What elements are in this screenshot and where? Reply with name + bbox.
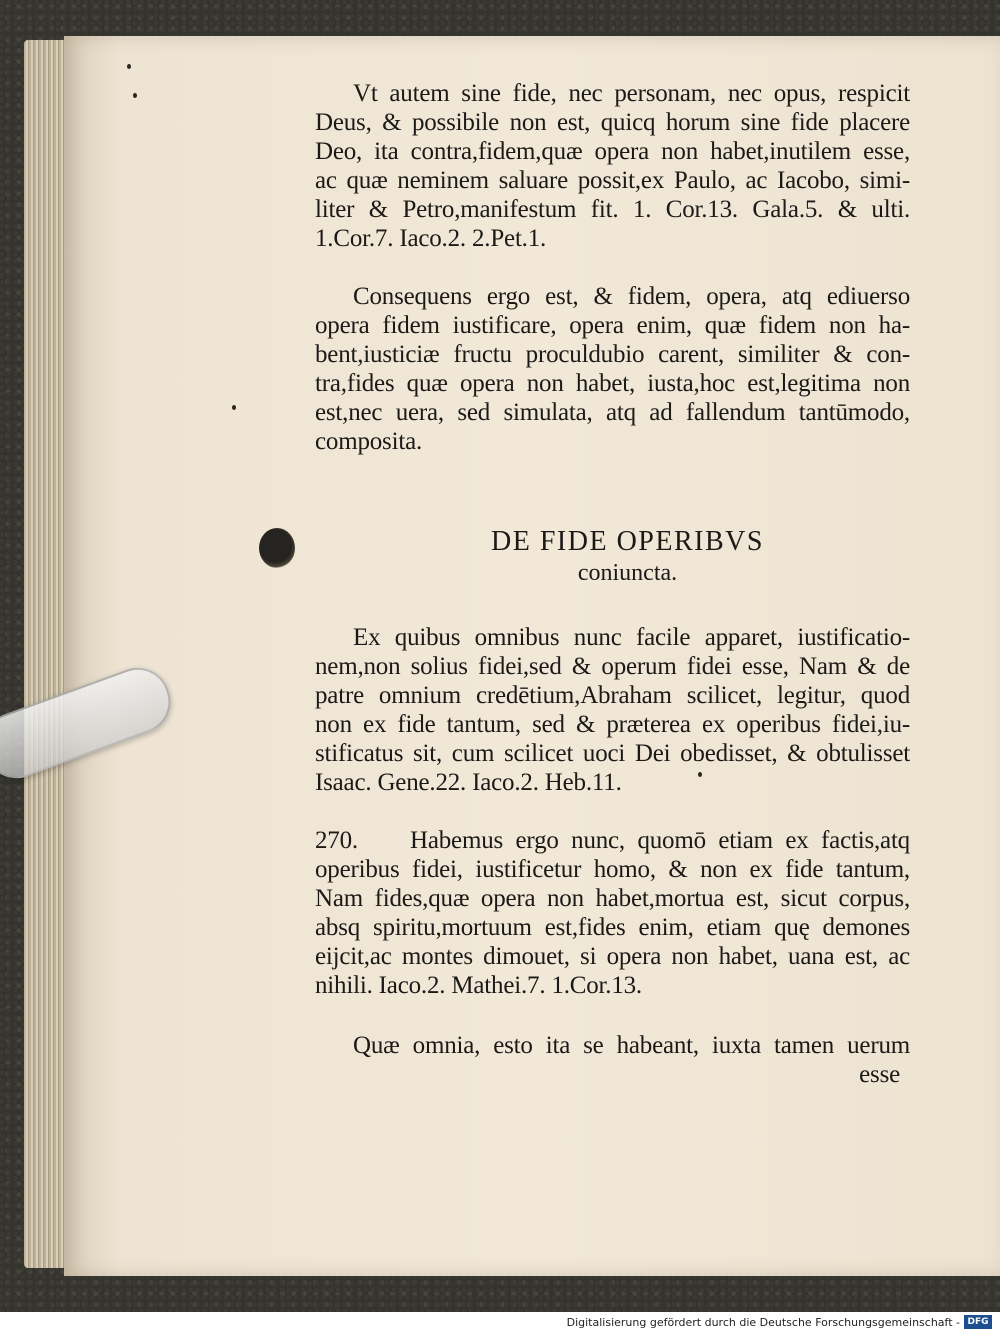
text-line: Nam fides,quæ opera non habet,mortua est, sicut corpus, [315,885,910,912]
text-line: non ex fide tantum, sed & præterea ex operibus fidei,iu- [315,711,910,738]
text-line: nihili. Iaco.2. Mathei.7. 1.Cor.13. [315,972,642,999]
text-line: eijcit,ac montes dimouet, si opera non habet, uana est, ac [315,943,910,970]
text-line: bent,iusticiæ fructu proculdubio carent, similiter & con- [315,341,910,368]
ink-speck [133,93,137,98]
footer-credit: Digitalisierung gefördert durch die Deutsche Forschungsgemeinschaft - [566,1316,960,1329]
text-line: stificatus sit, cum scilicet uoci Dei obedisset, & obtulisset [315,740,910,767]
text-line: 1.Cor.7. Iaco.2. 2.Pet.1. [315,225,547,252]
ink-speck [127,64,131,69]
paragraph-5 [315,1031,910,1089]
ink-stain [259,528,295,568]
paragraph-3 [315,623,910,797]
text-line: nem,non solius fidei,sed & operum fidei esse, Nam & de [315,653,910,680]
text-line: liter & Petro,manifestum fit. 1. Cor.13. Gala.5. & ulti. [315,196,910,223]
text-line: tra,fides quæ opera non habet, iusta,hoc est,legitima non [315,370,910,397]
text-line: Deo, ita contra,fidem,quæ opera non habet,inutilem esse, [315,138,910,165]
paragraph-4 [315,826,910,1000]
text-line: opera fidem iustificare, opera enim, quæ fidem non ha- [315,312,910,339]
paragraph-number: 270. [315,827,358,854]
text-line: est,nec uera, sed simulata, atq ad fallendum tantūmodo, [315,399,910,426]
catchword: esse [859,1061,900,1088]
text-line: Consequens ergo est, & fidem, opera, atq ediuerso [353,283,910,310]
text-line: ac quæ neminem saluare possit,ex Paulo, ac Iacobo, simi- [315,167,910,194]
paragraph-1 [315,79,910,253]
footer-bar [0,1312,1000,1333]
text-line: absq spiritu,mortuum est,fides enim, etiam quę demones [315,914,910,941]
section-heading [315,526,910,588]
text-line: Vt autem sine fide, nec personam, nec opus, respicit [353,80,910,107]
ink-speck [232,405,236,410]
text-line: Quæ omnia, esto ita se habeant, iuxta tamen uerum [353,1032,910,1059]
text-line: Deus, & possibile non est, quicq horum sine fide placere [315,109,910,136]
text-line: composita. [315,428,423,455]
text-line: Ex quibus omnibus nunc facile apparet, iustificatio- [353,624,910,651]
text-line-content: Habemus ergo nunc, quomō etiam ex factis,atq [410,827,910,854]
paragraph-2 [315,282,910,456]
text-line: patre omnium credētium,Abraham scilicet, legitur, quod [315,682,910,709]
heading-title: DE FIDE OPERIBVS [491,526,764,557]
text-line [315,826,910,855]
text-line: operibus fidei, iustificetur homo, & non ex fide tantum, [315,856,910,883]
heading-subtitle: coniuncta. [577,560,678,586]
text-line: Isaac. Gene.22. Iaco.2. Heb.11. [315,769,622,796]
dfg-logo: DFG [964,1315,992,1329]
